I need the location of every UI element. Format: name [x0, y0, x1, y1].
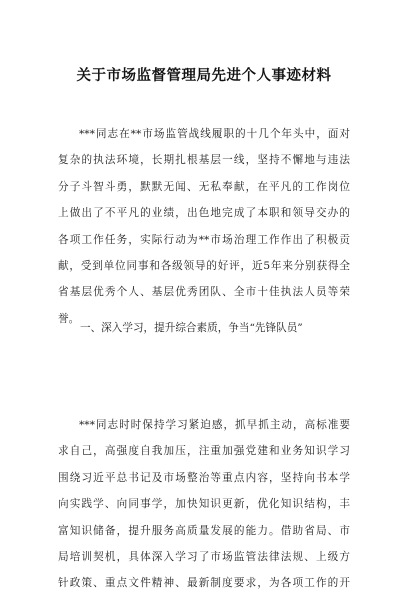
paragraph-line: 献，受到单位同事和各级领导的好评，近5年来分别获得全: [58, 259, 350, 272]
paragraph-line: 针政策、重点文件精神、最新制度要求，为各项工作的开: [58, 577, 350, 590]
paragraph-line: 复杂的执法环境，长期扎根基层一线，坚持不懈地与违法: [58, 154, 350, 167]
paragraph-line: 局培训契机，具体深入学习了市场监管法律法规、上级方: [58, 550, 350, 563]
paragraph-intro: [58, 121, 350, 332]
paragraph-line: 誉。: [58, 312, 80, 325]
paragraph-line: 上做出了不平凡的业绩，出色地完成了本职和领导交办的: [58, 207, 350, 220]
paragraph-line: 围绕习近平总书记及市场整治等重点内容，坚持向书本学: [58, 471, 350, 484]
paragraph-line: 向实践学、向同事学，加快知识更新，优化知识结构，丰: [58, 498, 350, 511]
paragraph-line: ***同志时时保持学习紧迫感，抓早抓主动，高标准要: [79, 419, 350, 431]
paragraph-line: 求自己，高强度自我加压，注重加强党建和业务知识学习: [58, 445, 350, 458]
paragraph-line: 各项工作任务，实际行动为**市场治理工作作出了积极贡: [58, 233, 350, 246]
section-heading: 一、深入学习，提升综合素质，争当“先锋队员”: [80, 322, 303, 334]
paragraph-line: 分子斗智斗勇，默默无闻、无私奉献，在平凡的工作岗位: [58, 180, 350, 193]
paragraph-line: 富知识储备，提升服务高质量发展的能力。借助省局、市: [58, 524, 350, 537]
paragraph-line: ***同志在**市场监管战线履职的十几个年头中，面对: [79, 128, 350, 140]
paragraph-line: 省基层优秀个人、基层优秀团队、全市十佳执法人员等荣: [58, 286, 350, 299]
paragraph-study: [58, 412, 350, 597]
document-title: 关于市场监督管理局先进个人事迹材料: [76, 68, 332, 84]
